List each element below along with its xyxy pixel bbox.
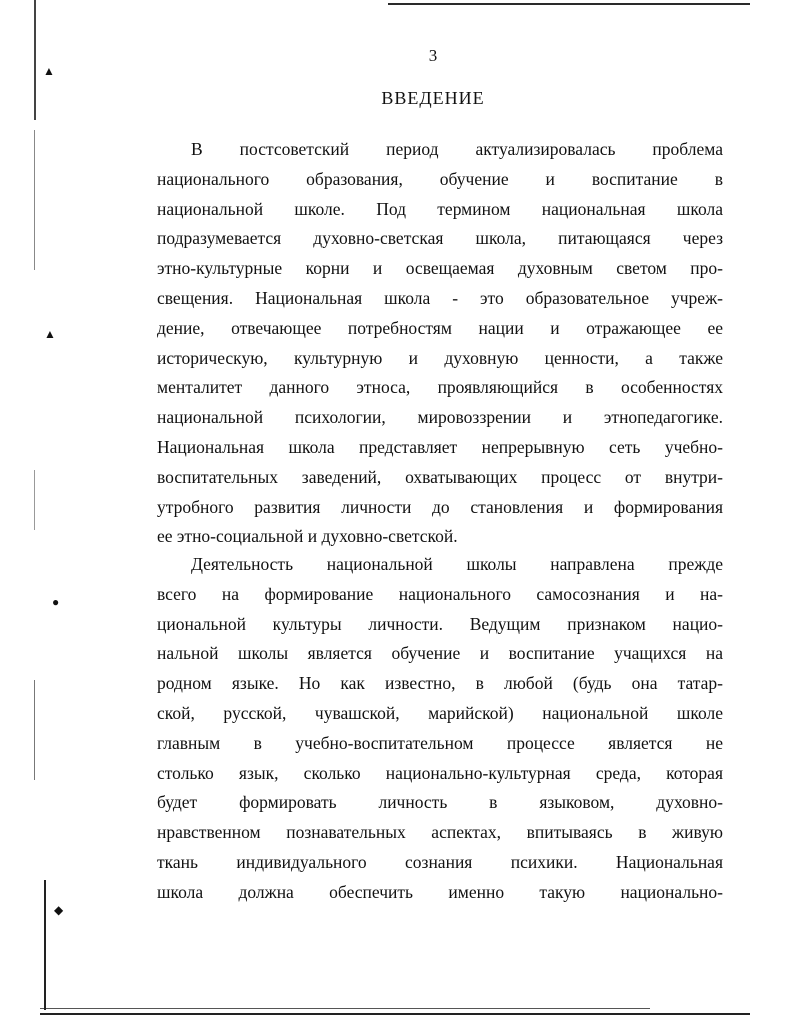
binding-hole-mark: ▲	[43, 64, 55, 78]
text-line: национальной психологии, мировоззрении и этнопедагогике.	[157, 407, 723, 428]
scan-artifact-margin-bar	[34, 470, 35, 530]
scan-artifact-top-line	[388, 3, 750, 5]
scan-artifact-margin-bar	[34, 130, 35, 270]
paragraph-2	[157, 550, 723, 908]
text-line: утробного развития личности до становления и формирования	[157, 496, 723, 517]
binding-hole-mark: ●	[52, 595, 60, 609]
scan-artifact-margin-bar	[34, 680, 35, 780]
text-line: национальной школе. Под термином национальная школа	[157, 198, 723, 219]
text-line: родном языке. Но как известно, в любой (будь она татар-	[157, 673, 723, 694]
text-line: дение, отвечающее потребностям нации и отражающее ее	[157, 317, 723, 338]
text-line: всего на формирование национального самосознания и на-	[157, 583, 723, 604]
text-line: циональной культуры личности. Ведущим признаком нацио-	[157, 613, 723, 634]
text-line: школа должна обеспечить именно такую национально-	[157, 881, 723, 902]
scan-artifact-bottom-line	[40, 1013, 750, 1015]
text-line: подразумевается духовно-светская школа, питающаяся через	[157, 228, 723, 249]
text-line: столько язык, сколько национально-культурная среда, которая	[157, 762, 723, 783]
text-line: нальной школы является обучение и воспитание учащихся на	[157, 643, 723, 664]
text-line: историческую, культурную и духовную ценности, а также	[157, 347, 723, 368]
scan-artifact-margin-bar	[44, 880, 46, 1010]
page-number: 3	[428, 46, 438, 65]
text-line: свещения. Национальная школа - это образовательное учреж-	[157, 287, 723, 308]
section-heading: ВВЕДЕНИЕ	[381, 88, 485, 108]
text-line: нравственном познавательных аспектах, впитываясь в живую	[157, 822, 723, 843]
text-line: ее этно-социальной и духовно-светской.	[157, 526, 458, 547]
text-line: Национальная школа представляет непрерывную сеть учебно-	[157, 436, 723, 457]
text-line: В постсоветский период актуализировалась проблема	[191, 139, 723, 159]
text-line: менталитет данного этноса, проявляющийся в особенностях	[157, 377, 723, 398]
scan-artifact-bottom-thin-line	[40, 1008, 650, 1009]
text-line: ской, русской, чувашской, марийской) национальной школе	[157, 702, 723, 723]
binding-hole-mark: ◆	[54, 903, 64, 917]
text-line: национального образования, обучение и воспитание в	[157, 168, 723, 189]
text-line: главным в учебно-воспитательном процессе является не	[157, 732, 723, 753]
text-line: Деятельность национальной школы направлена прежде	[191, 554, 723, 574]
paragraph-1	[157, 135, 723, 552]
text-line: будет формировать личность в языковом, духовно-	[157, 792, 723, 813]
binding-hole-mark: ▲	[44, 327, 56, 341]
text-line: ткань индивидуального сознания психики. Национальная	[157, 851, 723, 872]
text-line: этно-культурные корни и освещаемая духовным светом про-	[157, 258, 723, 279]
text-line: воспитательных заведений, охватывающих процесс от внутри-	[157, 466, 723, 487]
